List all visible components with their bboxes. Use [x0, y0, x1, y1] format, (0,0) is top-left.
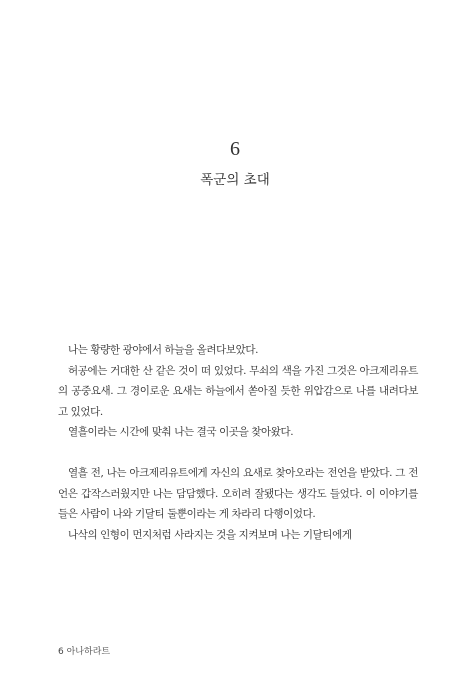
book-title: 아나하라트 — [66, 647, 111, 657]
paragraph: 나는 황량한 광야에서 하늘을 올려다보았다. — [68, 344, 259, 356]
page-number: 6 — [58, 647, 64, 657]
chapter-title: 폭군의 초대 — [200, 172, 270, 188]
chapter-number: 6 — [230, 138, 240, 160]
page-footer — [58, 644, 110, 657]
paragraph: 허공에는 거대한 산 같은 것이 떠 있었다. 무쇠의 색을 가진 그것은 아크제리유트의 공중요새. 그 경이로운 요새는 하늘에서 쏟아질 듯한 위압감으로 나를 내려다보고 있었다. — [58, 364, 418, 418]
body-text — [58, 340, 418, 545]
paragraph: 나삭의 인형이 먼지처럼 사라지는 것을 지켜보며 나는 기달티에게 — [68, 528, 352, 541]
paragraph: 열흘이라는 시간에 맞춰 나는 결국 이곳을 찾아왔다. — [68, 426, 294, 438]
section-gap — [58, 443, 418, 464]
paragraph: 열흘 전, 나는 아크제리유트에게 자신의 요새로 찾아오라는 전언을 받았다. 그 전언은 갑작스러웠지만 나는 담담했다. 오히려 잘됐다는 생각도 들었다. 이 이야기를 들은 사람이 나와 기달티 둘뿐이라는 게 차라리 다행이었다. — [58, 467, 418, 520]
